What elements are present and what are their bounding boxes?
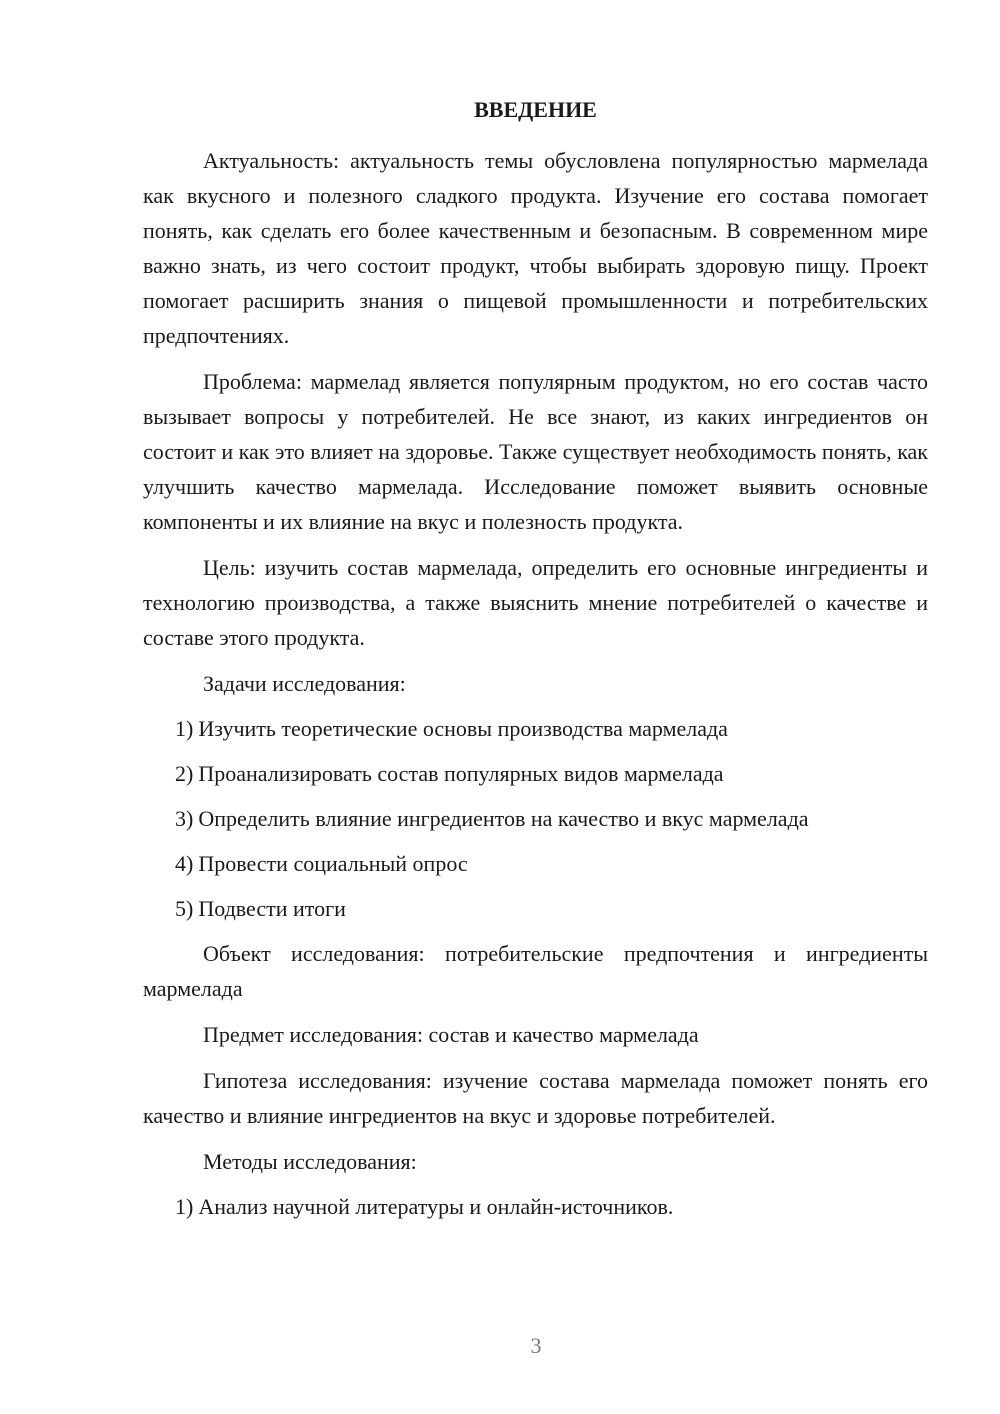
list-item: [143, 801, 928, 836]
paragraph-goal: Цель: изучить состав мармелада, определить его основные ингредиенты и технологию производства, а также выяснить мнение потребителей о качестве и составе этого продукта.: [143, 555, 928, 650]
list-item-text: Проанализировать состав популярных видов мармелада: [198, 761, 724, 786]
page-title: ВВЕДЕНИЕ: [474, 97, 597, 122]
list-item-number: 4): [175, 851, 194, 876]
methods-label: Методы исследования:: [203, 1149, 417, 1174]
list-item: [143, 711, 928, 746]
paragraph-subject: Предмет исследования: состав и качество мармелада: [203, 1022, 699, 1047]
paragraph-relevance: Актуальность: актуальность темы обусловлена популярностью мармелада как вкусного и полезного сладкого продукта. Изучение его состава помогает понять, как сделать его более качественным и безопасным. В современном мире важно знать, из чего состоит продукт, чтобы выбирать здоровую пищу. Проект помогает расширить знания о пищевой промышленности и потребительских предпочтениях.: [143, 148, 928, 348]
paragraph-hypothesis: Гипотеза исследования: изучение состава мармелада поможет понять его качество и влияние ингредиентов на вкус и здоровье потребителей.: [143, 1068, 928, 1128]
list-item: [143, 756, 928, 791]
paragraph-problem: Проблема: мармелад является популярным продуктом, но его состав часто вызывает вопросы у потребителей. Не все знают, из каких ингредиентов он состоит и как это влияет на здоровье. Также существует необходимость понять, как улучшить качество мармелада. Исследование поможет выявить основные компоненты и их влияние на вкус и полезность продукта.: [143, 369, 928, 534]
tasks-list: [143, 711, 928, 926]
list-item-text: Определить влияние ингредиентов на качество и вкус мармелада: [198, 806, 809, 831]
list-item: [143, 891, 928, 926]
list-item: [143, 846, 928, 881]
paragraph-object: Объект исследования: потребительские предпочтения и ингредиенты мармелада: [143, 941, 928, 1001]
page-number: 3: [530, 1333, 542, 1358]
methods-list: [143, 1189, 928, 1224]
tasks-label: Задачи исследования:: [203, 671, 406, 696]
list-item-text: Анализ научной литературы и онлайн-источников.: [198, 1194, 674, 1219]
list-item-text: Провести социальный опрос: [198, 851, 468, 876]
list-item-number: 1): [175, 716, 194, 741]
list-item-text: Подвести итоги: [198, 896, 346, 921]
list-item: [143, 1189, 928, 1224]
list-item-number: 2): [175, 761, 194, 786]
document-page: [143, 94, 928, 1234]
list-item-number: 5): [175, 896, 194, 921]
list-item-number: 3): [175, 806, 194, 831]
list-item-number: 1): [175, 1194, 194, 1219]
list-item-text: Изучить теоретические основы производства мармелада: [198, 716, 728, 741]
